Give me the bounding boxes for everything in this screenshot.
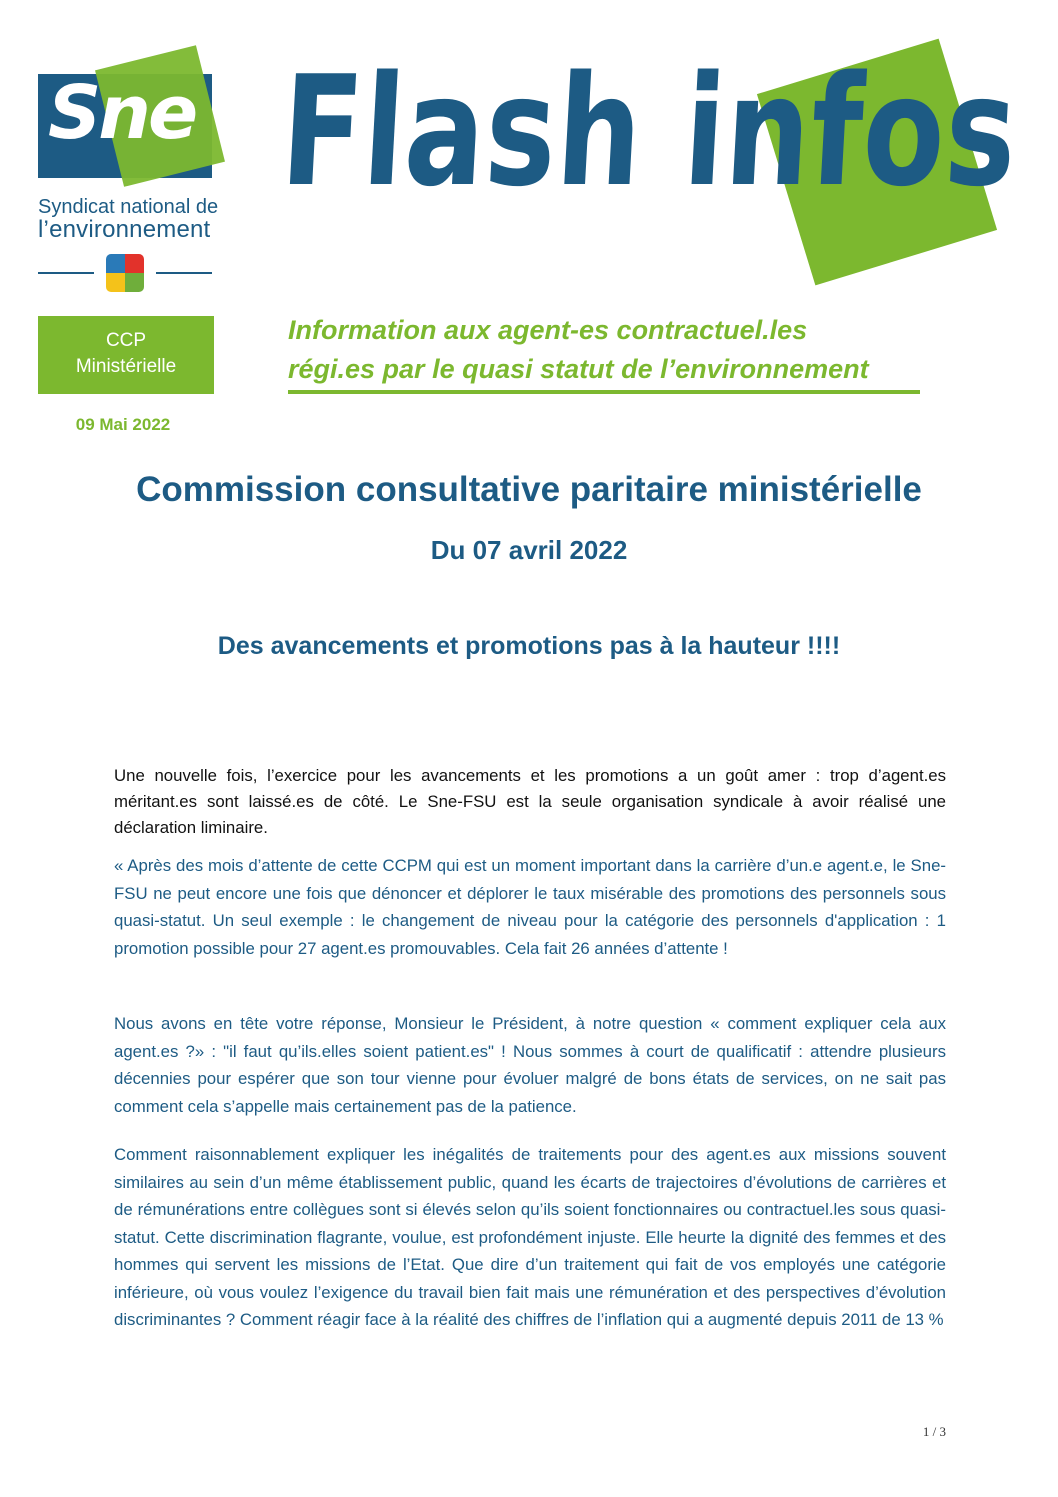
banner-subtitle-line1: Information aux agent-es contractuel.les bbox=[288, 315, 808, 345]
paragraph-intro: Une nouvelle fois, l’exercice pour les avancements et les promotions a un goût amer : trop d’agent.es méritant.es sont laissé.es de côté. Le Sne-FSU est la seule organisation syndicale à avoir réalisé une déclaration liminaire. bbox=[114, 766, 946, 837]
document-date: 09 Mai 2022 bbox=[75, 415, 171, 434]
logo-left-rule bbox=[38, 272, 94, 274]
ccp-badge-line1: CCP bbox=[105, 330, 147, 351]
fsu-logo-icon bbox=[106, 254, 144, 292]
paragraph-declaration-2: Nous avons en tête votre réponse, Monsieur le Président, à notre question « comment expliquer cela aux agent.es ?» : "il faut qu’ils.elles soient patient.es" ! Nous sommes à court de qualificatif : attendre plusieurs décennies pour espérer que son tour vienne pour évoluer malgré de bons états de services, on ne sait pas comment cela s’appelle mais certainement pas de la patience. bbox=[114, 1014, 946, 1116]
paragraph-declaration-1: « Après des mois d’attente de cette CCPM qui est un moment important dans la carrière d’un.e agent.e, le Sne-FSU ne peut encore une fois que dénoncer et déplorer le taux misérable des promotions des personnels sous quasi-statut. Un seul exemple : le changement de niveau pour la catégorie des personnels d'application : 1 promotion possible pour 27 agent.es promouvables. Cela fait 26 années d’attente ! bbox=[114, 856, 946, 958]
subtitle-underline bbox=[288, 390, 920, 394]
logo-wordmark: Sne bbox=[48, 70, 196, 156]
paragraph-declaration-3: Comment raisonnablement expliquer les inégalités de traitements pour des agent.es aux missions souvent similaires au sein d’un même établissement public, quand les écarts de trajectoires d’évolutions de carrières et de rémunérations entre collègues sont si élevés selon qu’ils soient fonctionnaires ou contractuel.les sous quasi-statut. Cette discrimination flagrante, voulue, est profondément injuste. Elle heurte la dignité des femmes et des hommes qui servent les missions de l’Etat. Que dire d’un traitement qui fait de vos employés une catégorie inférieure, où vous voulez l’exigence du travail bien fait mais une rémunération et des perspectives d’évolution discriminantes ? Comment réagir face à la réalité des chiffres de l’inflation qui a augmenté depuis 2011 de 13 % bbox=[114, 1145, 946, 1329]
banner-title: Flash infos bbox=[277, 43, 1022, 220]
page-number: 1 / 3 bbox=[922, 1424, 946, 1439]
logo-subtitle-line2: l’environnement bbox=[38, 216, 211, 243]
banner-subtitle bbox=[288, 311, 928, 389]
banner-subtitle-line2: régi.es par le quasi statut de l’environnement bbox=[288, 354, 869, 384]
logo-subtitle-line1: Syndicat national de bbox=[38, 196, 219, 218]
meeting-date: Du 07 avril 2022 bbox=[430, 535, 628, 565]
tagline: Des avancements et promotions pas à la hauteur !!!! bbox=[217, 632, 841, 660]
ccp-badge bbox=[38, 316, 214, 394]
ccp-badge-line2: Ministérielle bbox=[75, 356, 177, 377]
logo-right-rule bbox=[156, 272, 212, 274]
main-title: Commission consultative paritaire ministérielle bbox=[136, 470, 922, 509]
sne-logo bbox=[38, 56, 219, 296]
